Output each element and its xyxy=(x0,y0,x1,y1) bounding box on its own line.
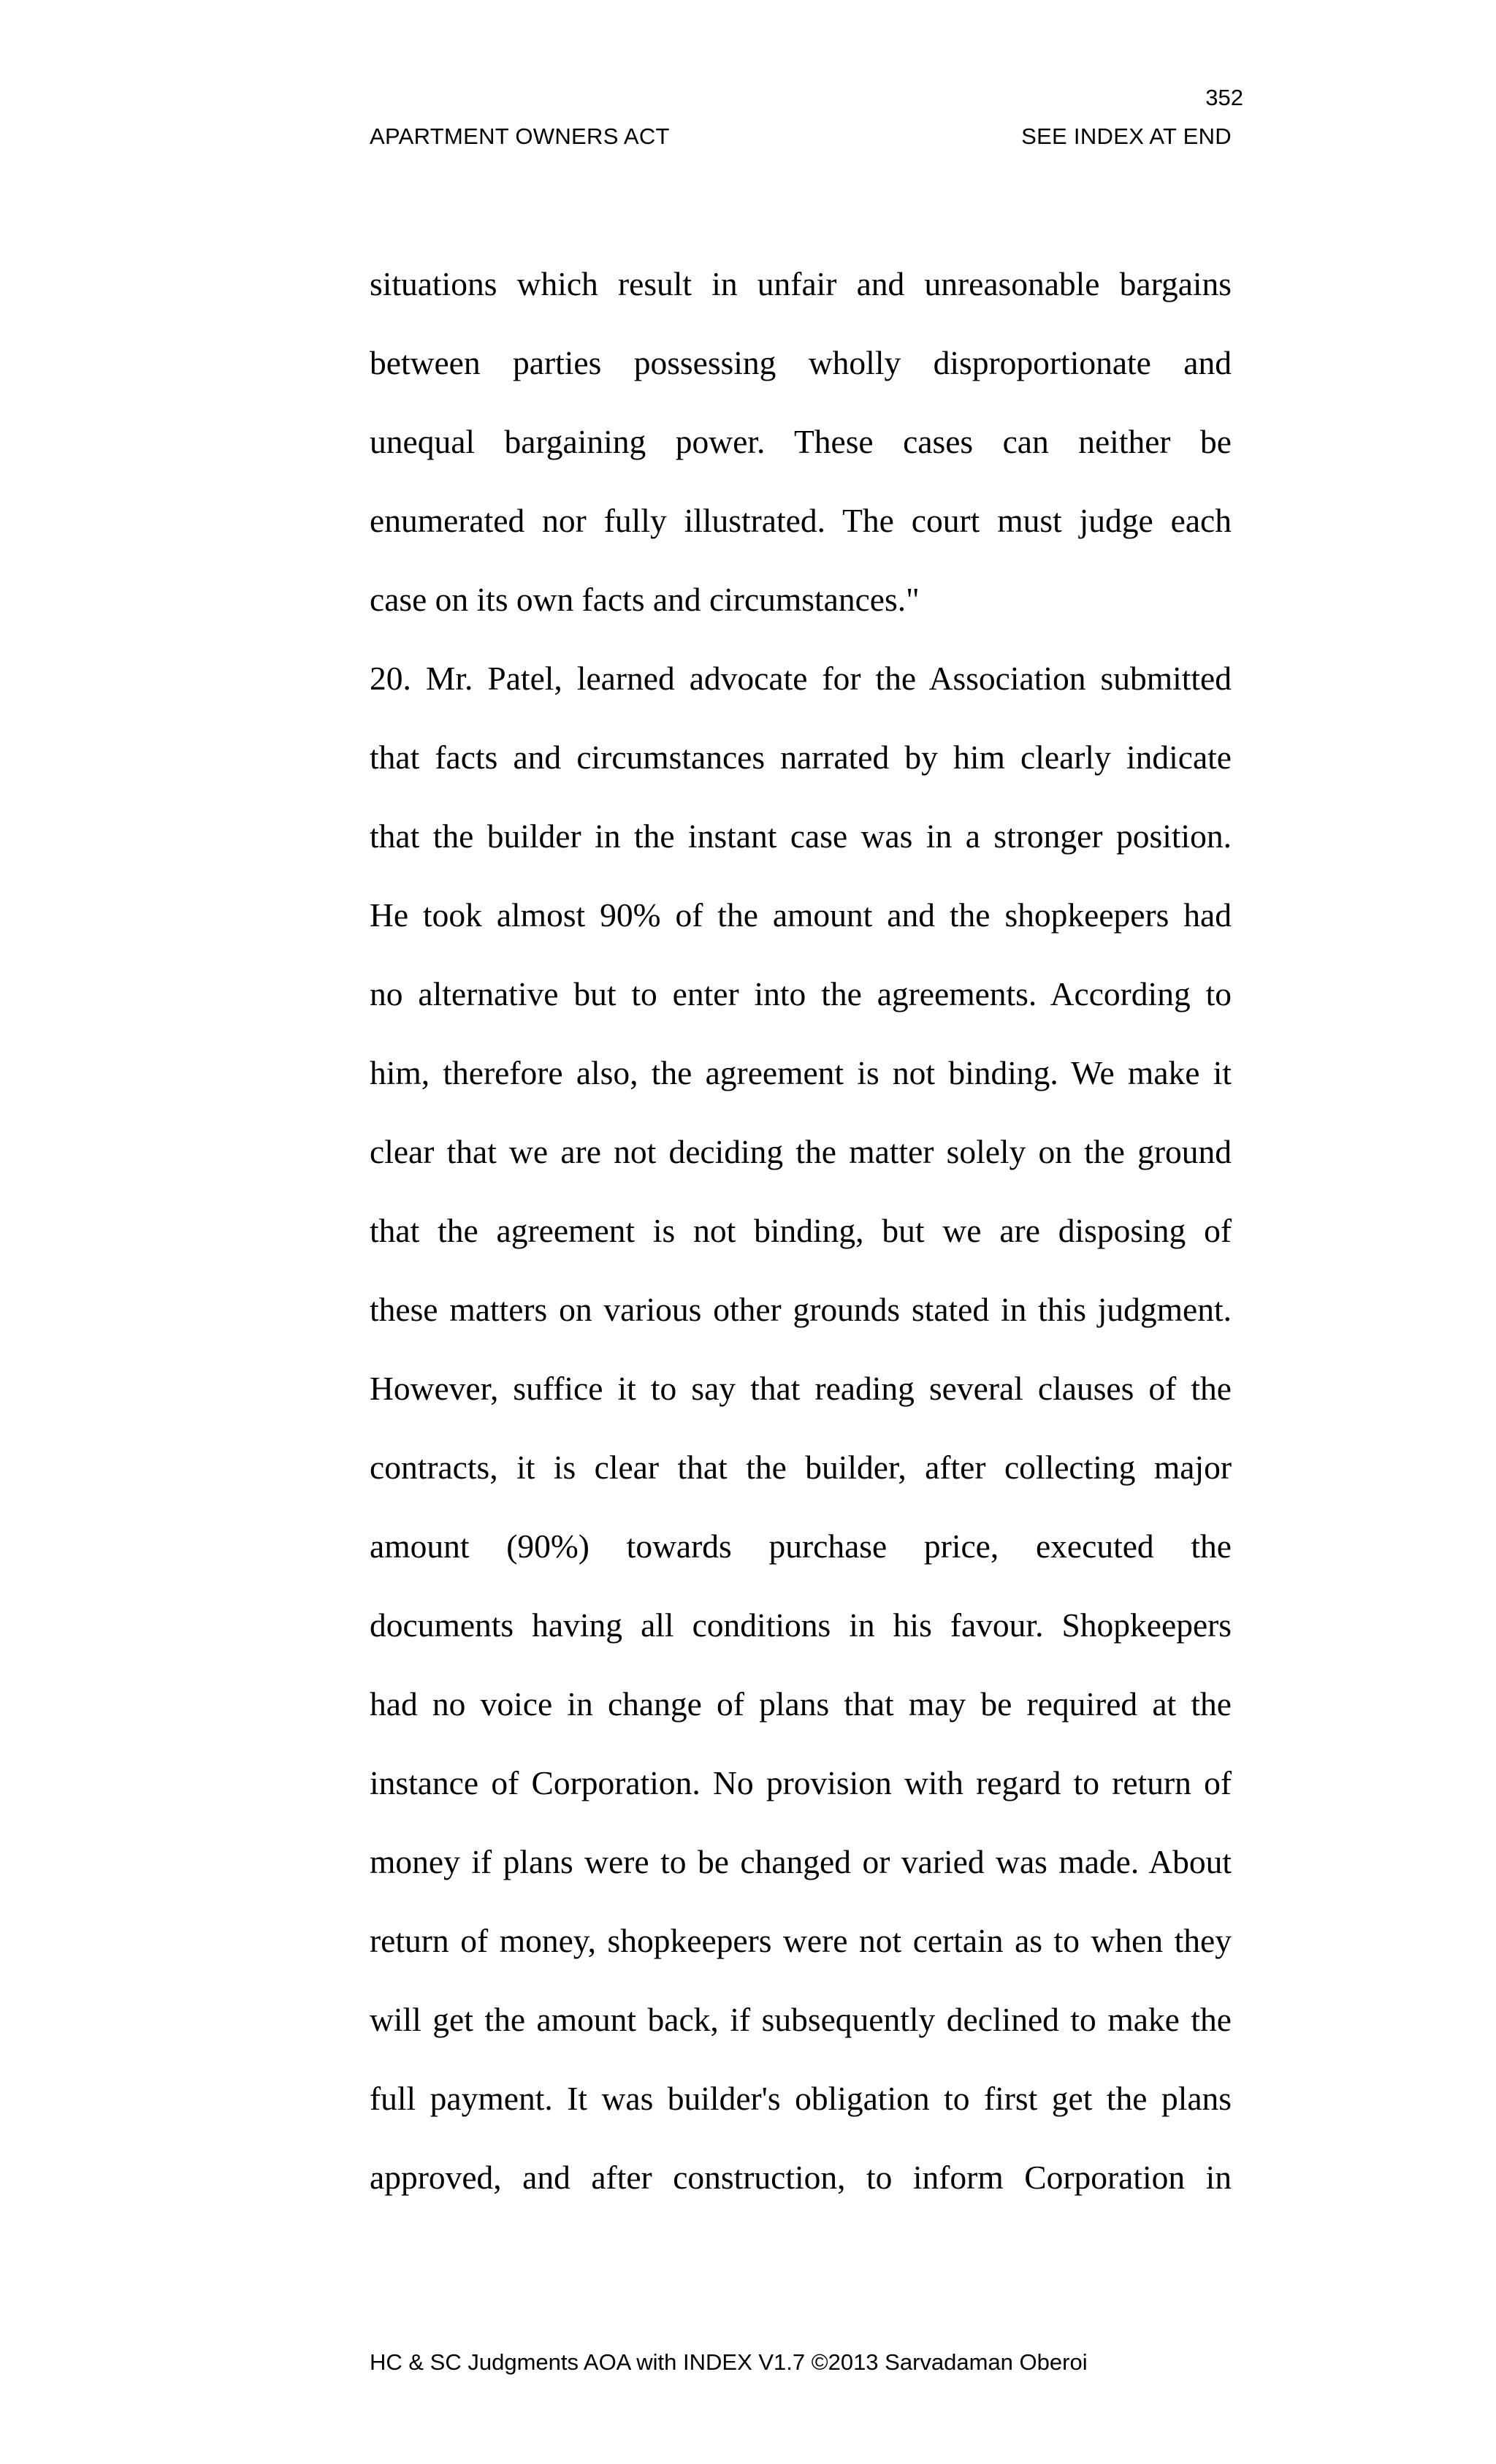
text-line: that facts and circumstances narrated by him clearly indicate xyxy=(370,739,1232,776)
text-line: clear that we are not deciding the matter solely on the ground xyxy=(370,1133,1232,1170)
judgment-body-text xyxy=(370,265,1232,2238)
text-line: He took almost 90% of the amount and the shopkeepers had xyxy=(370,896,1232,934)
text-line: no alternative but to enter into the agreements. According to xyxy=(370,975,1232,1012)
text-line: between parties possessing wholly disproportionate and xyxy=(370,344,1232,381)
text-line: instance of Corporation. No provision with regard to return of xyxy=(370,1764,1232,1801)
text-line: return of money, shopkeepers were not certain as to when they xyxy=(370,1922,1232,1959)
text-line: amount (90%) towards purchase price, executed the xyxy=(370,1527,1232,1565)
text-line: case on its own facts and circumstances." xyxy=(370,581,920,618)
text-line: unequal bargaining power. These cases can neither be xyxy=(370,423,1232,460)
text-line: had no voice in change of plans that may be required at the xyxy=(370,1685,1232,1723)
text-line: money if plans were to be changed or varied was made. About xyxy=(370,1843,1232,1880)
text-line: enumerated nor fully illustrated. The court must judge each xyxy=(370,502,1232,539)
footer-copyright: HC & SC Judgments AOA with INDEX V1.7 ©2013 Sarvadaman Oberoi xyxy=(370,2349,1088,2375)
text-line: him, therefore also, the agreement is not binding. We make it xyxy=(370,1054,1232,1091)
text-line: However, suffice it to say that reading several clauses of the xyxy=(370,1370,1232,1407)
text-line: full payment. It was builder's obligation to first get the plans xyxy=(370,2080,1232,2117)
text-line: these matters on various other grounds stated in this judgment. xyxy=(370,1291,1232,1328)
paragraph-start-line: 20. Mr. Patel, learned advocate for the Association submitted xyxy=(370,660,1232,697)
running-header-title: APARTMENT OWNERS ACT xyxy=(370,123,670,149)
text-line: will get the amount back, if subsequently declined to make the xyxy=(370,2001,1232,2038)
text-line: that the builder in the instant case was in a stronger position. xyxy=(370,817,1232,855)
text-line: situations which result in unfair and unreasonable bargains xyxy=(370,265,1232,302)
page-number: 352 xyxy=(1205,85,1243,110)
text-line: documents having all conditions in his favour. Shopkeepers xyxy=(370,1606,1232,1644)
running-header-index-note: SEE INDEX AT END xyxy=(1021,123,1232,149)
text-line: that the agreement is not binding, but we are disposing of xyxy=(370,1212,1232,1249)
text-line: contracts, it is clear that the builder, after collecting major xyxy=(370,1449,1232,1486)
text-line: approved, and after construction, to inform Corporation in xyxy=(370,2159,1232,2196)
